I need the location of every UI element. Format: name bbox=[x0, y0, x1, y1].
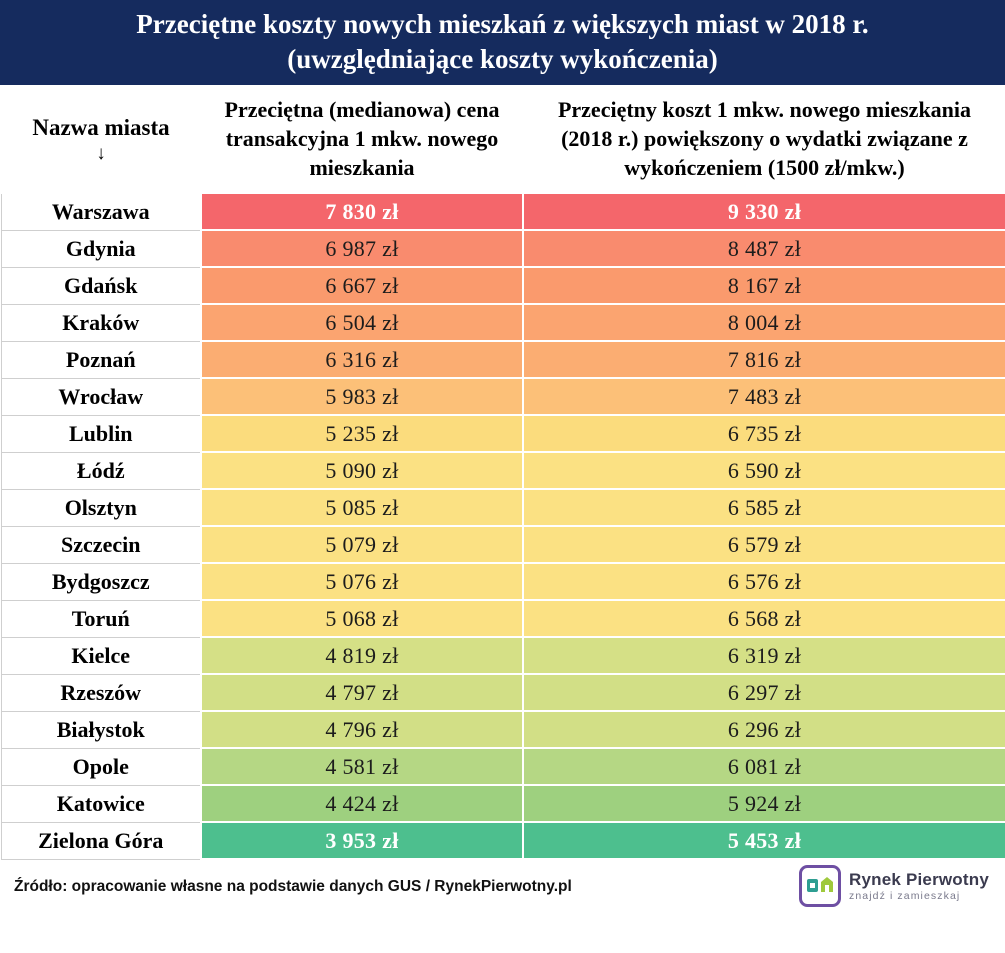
cost-table bbox=[0, 85, 1005, 860]
cell-price: 6 316 zł bbox=[201, 341, 523, 378]
brand-logo bbox=[799, 865, 989, 907]
cell-city: Kraków bbox=[1, 304, 201, 341]
cell-price: 5 235 zł bbox=[201, 415, 523, 452]
cell-city: Wrocław bbox=[1, 378, 201, 415]
cell-city: Poznań bbox=[1, 341, 201, 378]
cell-total: 6 590 zł bbox=[523, 452, 1005, 489]
cell-price: 4 424 zł bbox=[201, 785, 523, 822]
cell-price: 5 068 zł bbox=[201, 600, 523, 637]
cell-city: Lublin bbox=[1, 415, 201, 452]
sort-down-arrow-icon: ↓ bbox=[96, 142, 106, 164]
table-row bbox=[1, 415, 1005, 452]
table-row bbox=[1, 785, 1005, 822]
cell-price: 4 797 zł bbox=[201, 674, 523, 711]
cell-city: Szczecin bbox=[1, 526, 201, 563]
page-title bbox=[0, 0, 1005, 85]
table-row bbox=[1, 452, 1005, 489]
cell-total: 6 296 zł bbox=[523, 711, 1005, 748]
cell-total: 8 487 zł bbox=[523, 230, 1005, 267]
cell-total: 6 319 zł bbox=[523, 637, 1005, 674]
cell-total: 6 568 zł bbox=[523, 600, 1005, 637]
cell-city: Warszawa bbox=[1, 193, 201, 230]
house-cube-logo-icon bbox=[799, 865, 841, 907]
cell-price: 5 983 zł bbox=[201, 378, 523, 415]
cell-city: Olsztyn bbox=[1, 489, 201, 526]
cell-total: 5 453 zł bbox=[523, 822, 1005, 859]
cell-total: 6 297 zł bbox=[523, 674, 1005, 711]
cell-price: 6 667 zł bbox=[201, 267, 523, 304]
table-row bbox=[1, 526, 1005, 563]
cell-total: 8 004 zł bbox=[523, 304, 1005, 341]
cell-price: 4 796 zł bbox=[201, 711, 523, 748]
column-header-city bbox=[1, 86, 201, 193]
footer bbox=[0, 860, 1005, 914]
column-header-price: Przeciętna (medianowa) cena transakcyjna 1 mkw. nowego mieszkania bbox=[201, 86, 523, 193]
table-row bbox=[1, 304, 1005, 341]
cell-total: 5 924 zł bbox=[523, 785, 1005, 822]
cell-city: Katowice bbox=[1, 785, 201, 822]
column-header-city-label: Nazwa miasta bbox=[32, 114, 170, 140]
table-row bbox=[1, 748, 1005, 785]
cell-total: 7 483 zł bbox=[523, 378, 1005, 415]
cell-city: Gdynia bbox=[1, 230, 201, 267]
cell-price: 5 090 zł bbox=[201, 452, 523, 489]
cell-city: Białystok bbox=[1, 711, 201, 748]
cell-price: 5 079 zł bbox=[201, 526, 523, 563]
table-row bbox=[1, 230, 1005, 267]
cell-city: Kielce bbox=[1, 637, 201, 674]
cell-total: 6 735 zł bbox=[523, 415, 1005, 452]
table-row bbox=[1, 674, 1005, 711]
table-row bbox=[1, 563, 1005, 600]
cell-price: 6 987 zł bbox=[201, 230, 523, 267]
cell-price: 5 085 zł bbox=[201, 489, 523, 526]
table-head bbox=[1, 86, 1005, 193]
table-header-row bbox=[1, 86, 1005, 193]
table-row bbox=[1, 489, 1005, 526]
cell-city: Gdańsk bbox=[1, 267, 201, 304]
table-row bbox=[1, 600, 1005, 637]
table-row bbox=[1, 341, 1005, 378]
cell-price: 7 830 zł bbox=[201, 193, 523, 230]
table-row bbox=[1, 711, 1005, 748]
cell-price: 5 076 zł bbox=[201, 563, 523, 600]
cell-price: 3 953 zł bbox=[201, 822, 523, 859]
column-header-total: Przeciętny koszt 1 mkw. nowego mieszkania (2018 r.) powiększony o wydatki związane z wykończeniem (1500 zł/mkw.) bbox=[523, 86, 1005, 193]
cell-total: 6 576 zł bbox=[523, 563, 1005, 600]
cell-price: 4 819 zł bbox=[201, 637, 523, 674]
title-line-2: (uwzględniające koszty wykończenia) bbox=[287, 43, 718, 74]
cell-total: 6 579 zł bbox=[523, 526, 1005, 563]
cell-city: Zielona Góra bbox=[1, 822, 201, 859]
table-row bbox=[1, 378, 1005, 415]
cell-city: Rzeszów bbox=[1, 674, 201, 711]
table-row bbox=[1, 822, 1005, 859]
cell-city: Bydgoszcz bbox=[1, 563, 201, 600]
brand-tagline: znajdź i zamieszkaj bbox=[849, 889, 961, 902]
table-body bbox=[1, 193, 1005, 859]
cell-city: Toruń bbox=[1, 600, 201, 637]
cell-price: 4 581 zł bbox=[201, 748, 523, 785]
brand-name: Rynek Pierwotny bbox=[849, 870, 989, 890]
cell-price: 6 504 zł bbox=[201, 304, 523, 341]
cell-total: 6 585 zł bbox=[523, 489, 1005, 526]
cell-total: 7 816 zł bbox=[523, 341, 1005, 378]
table-row bbox=[1, 193, 1005, 230]
cell-total: 8 167 zł bbox=[523, 267, 1005, 304]
table-row bbox=[1, 267, 1005, 304]
cell-total: 9 330 zł bbox=[523, 193, 1005, 230]
source-note: Źródło: opracowanie własne na podstawie danych GUS / RynekPierwotny.pl bbox=[14, 878, 572, 896]
table-row bbox=[1, 637, 1005, 674]
brand-logo-text bbox=[849, 870, 989, 902]
cell-total: 6 081 zł bbox=[523, 748, 1005, 785]
cell-city: Łódź bbox=[1, 452, 201, 489]
cell-city: Opole bbox=[1, 748, 201, 785]
title-line-1: Przeciętne koszty nowych mieszkań z większych miast w 2018 r. bbox=[136, 9, 869, 39]
